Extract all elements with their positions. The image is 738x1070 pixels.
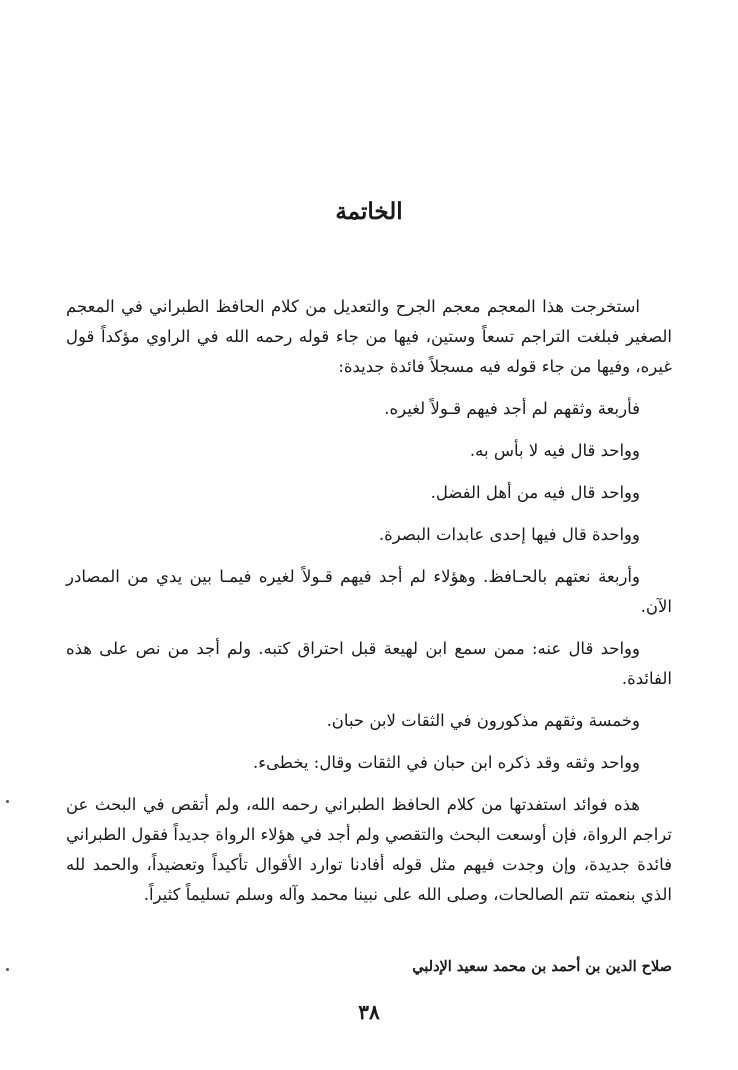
author-signature: صلاح الدين بن أحمد بن محمد سعيد الإدلبي <box>412 958 672 975</box>
paragraph-intro: استخرجت هذا المعجم معجم الجرح والتعديل من كلام الحافظ الطبراني في المعجم الصغير فبلغت التراجم تسعاً وستين، فيها من جاء قوله رحمه الله في الراوي مؤكداً قول غيره، وفيها من جاء قوله فيه مسجلاً فائدة جديدة: <box>66 297 672 376</box>
paragraph-item: وواحدة قال فيها إحدى عابدات البصرة. <box>378 525 640 544</box>
paragraph-item: فأربعة وثقهم لم أجد فيهم قـولاً لغيره. <box>384 399 640 418</box>
paragraph-item: وواحد قال عنه: ممن سمع ابن لهيعة قبل احتراق كتبه. ولم أجد من نص على هذه الفائدة. <box>66 639 672 688</box>
paragraph-item: وواحد قال فيه لا بأس به. <box>469 441 640 460</box>
paragraph-conclusion: هذه فوائد استفدتها من كلام الحافظ الطبراني رحمه الله، ولم أتقص في البحث عن تراجم الرواة، فإن أوسعت البحث والتقصي ولم أجد في هؤلاء الرواة جديداً فقول الطبراني فائدة جديدة، وإن وجدت فيهم مثل قوله أفادنا توارد الأقوال تأكيداً وتعضيداً، والحمد لله الذي بنعمته تتم الصالحات، وصلى الله على نبينا محمد وآله وسلم تسليماً كثيراً. <box>66 795 672 904</box>
paragraph-item: وأربعة نعتهم بالحـافظ. وهؤلاء لم أجد فيهم قـولاً لغيره فيمـا بين يدي من المصادر الآن. <box>66 567 672 616</box>
margin-dot <box>6 800 9 803</box>
margin-dot <box>6 968 9 971</box>
paragraph-item: وخمسة وثقهم مذكورون في الثقات لابن حبان. <box>326 711 640 730</box>
body-text <box>66 292 672 922</box>
chapter-title: الخاتمة <box>335 198 403 225</box>
page-number: ٣٨ <box>358 1000 380 1024</box>
paragraph-item: وواحد وثقه وقد ذكره ابن حبان في الثقات وقال: يخطىء. <box>253 753 640 772</box>
paragraph-item: وواحد قال فيه من أهل الفضل. <box>430 483 640 502</box>
